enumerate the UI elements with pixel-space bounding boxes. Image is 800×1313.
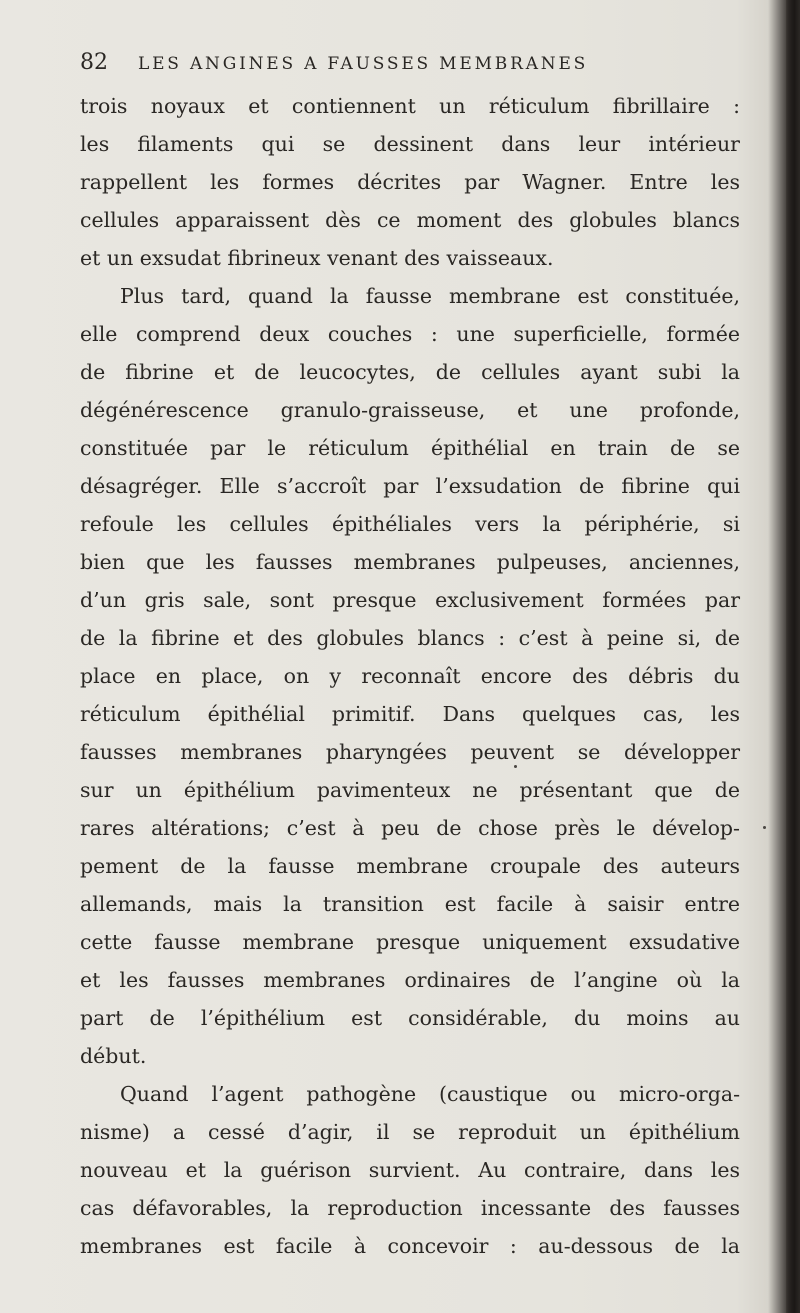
text-line: trois noyaux et contiennent un réticulum fibrillaire : [80, 94, 740, 118]
text-line: fausses membranes pharyngées peuvent se développer [80, 740, 740, 764]
text-line: pement de la fausse membrane croupale des auteurs [80, 854, 740, 878]
text-line: et les fausses membranes ordinaires de l’angine où la [80, 968, 740, 992]
text-line: cette fausse membrane presque uniquement exsudative [80, 930, 740, 954]
text-line: Plus tard, quand la fausse membrane est constituée, [120, 284, 740, 308]
text-line: de fibrine et de leucocytes, de cellules ayant subi la [80, 360, 740, 384]
running-head: LES ANGINES A FAUSSES MEMBRANES [138, 54, 589, 74]
text-line: nisme) a cessé d’agir, il se reproduit un épithélium [80, 1120, 740, 1144]
body-text [80, 87, 740, 1265]
text-line: part de l’épithélium est considérable, du moins au [80, 1006, 740, 1030]
page-header [80, 50, 588, 90]
text-line: Quand l’agent pathogène (caustique ou micro-orga- [120, 1082, 740, 1106]
text-line: sur un épithélium pavimenteux ne présentant que de [80, 778, 740, 802]
text-line: elle comprend deux couches : une superficielle, formée [80, 322, 740, 346]
text-line: réticulum épithélial primitif. Dans quelques cas, les [80, 702, 740, 726]
margin-speck [514, 765, 517, 768]
margin-speck [763, 826, 766, 829]
text-line: rappellent les formes décrites par Wagner. Entre les [80, 170, 740, 194]
text-line: allemands, mais la transition est facile à saisir entre [80, 892, 740, 916]
text-line: bien que les fausses membranes pulpeuses, anciennes, [80, 550, 740, 574]
text-line: et un exsudat fibrineux venant des vaisseaux. [80, 246, 554, 270]
text-line: dégénérescence granulo-graisseuse, et une profonde, [80, 398, 740, 422]
text-line: membranes est facile à concevoir : au-dessous de la [80, 1234, 740, 1258]
text-line: d’un gris sale, sont presque exclusivement formées par [80, 588, 740, 612]
text-line: nouveau et la guérison survient. Au contraire, dans les [80, 1158, 740, 1182]
text-line: refoule les cellules épithéliales vers la périphérie, si [80, 512, 740, 536]
text-line: désagréger. Elle s’accroît par l’exsudation de fibrine qui [80, 474, 740, 498]
page-number: 82 [80, 50, 108, 75]
text-line: cellules apparaissent dès ce moment des globules blancs [80, 208, 740, 232]
text-line: constituée par le réticulum épithélial en train de se [80, 436, 740, 460]
text-line: place en place, on y reconnaît encore des débris du [80, 664, 740, 688]
text-line: les filaments qui se dessinent dans leur intérieur [80, 132, 740, 156]
text-line: de la fibrine et des globules blancs : c’est à peine si, de [80, 626, 740, 650]
text-line: cas défavorables, la reproduction incessante des fausses [80, 1196, 740, 1220]
page-binding-edge [786, 0, 800, 1313]
text-line: début. [80, 1044, 147, 1068]
text-line: rares altérations; c’est à peu de chose près le dévelop- [80, 816, 740, 840]
